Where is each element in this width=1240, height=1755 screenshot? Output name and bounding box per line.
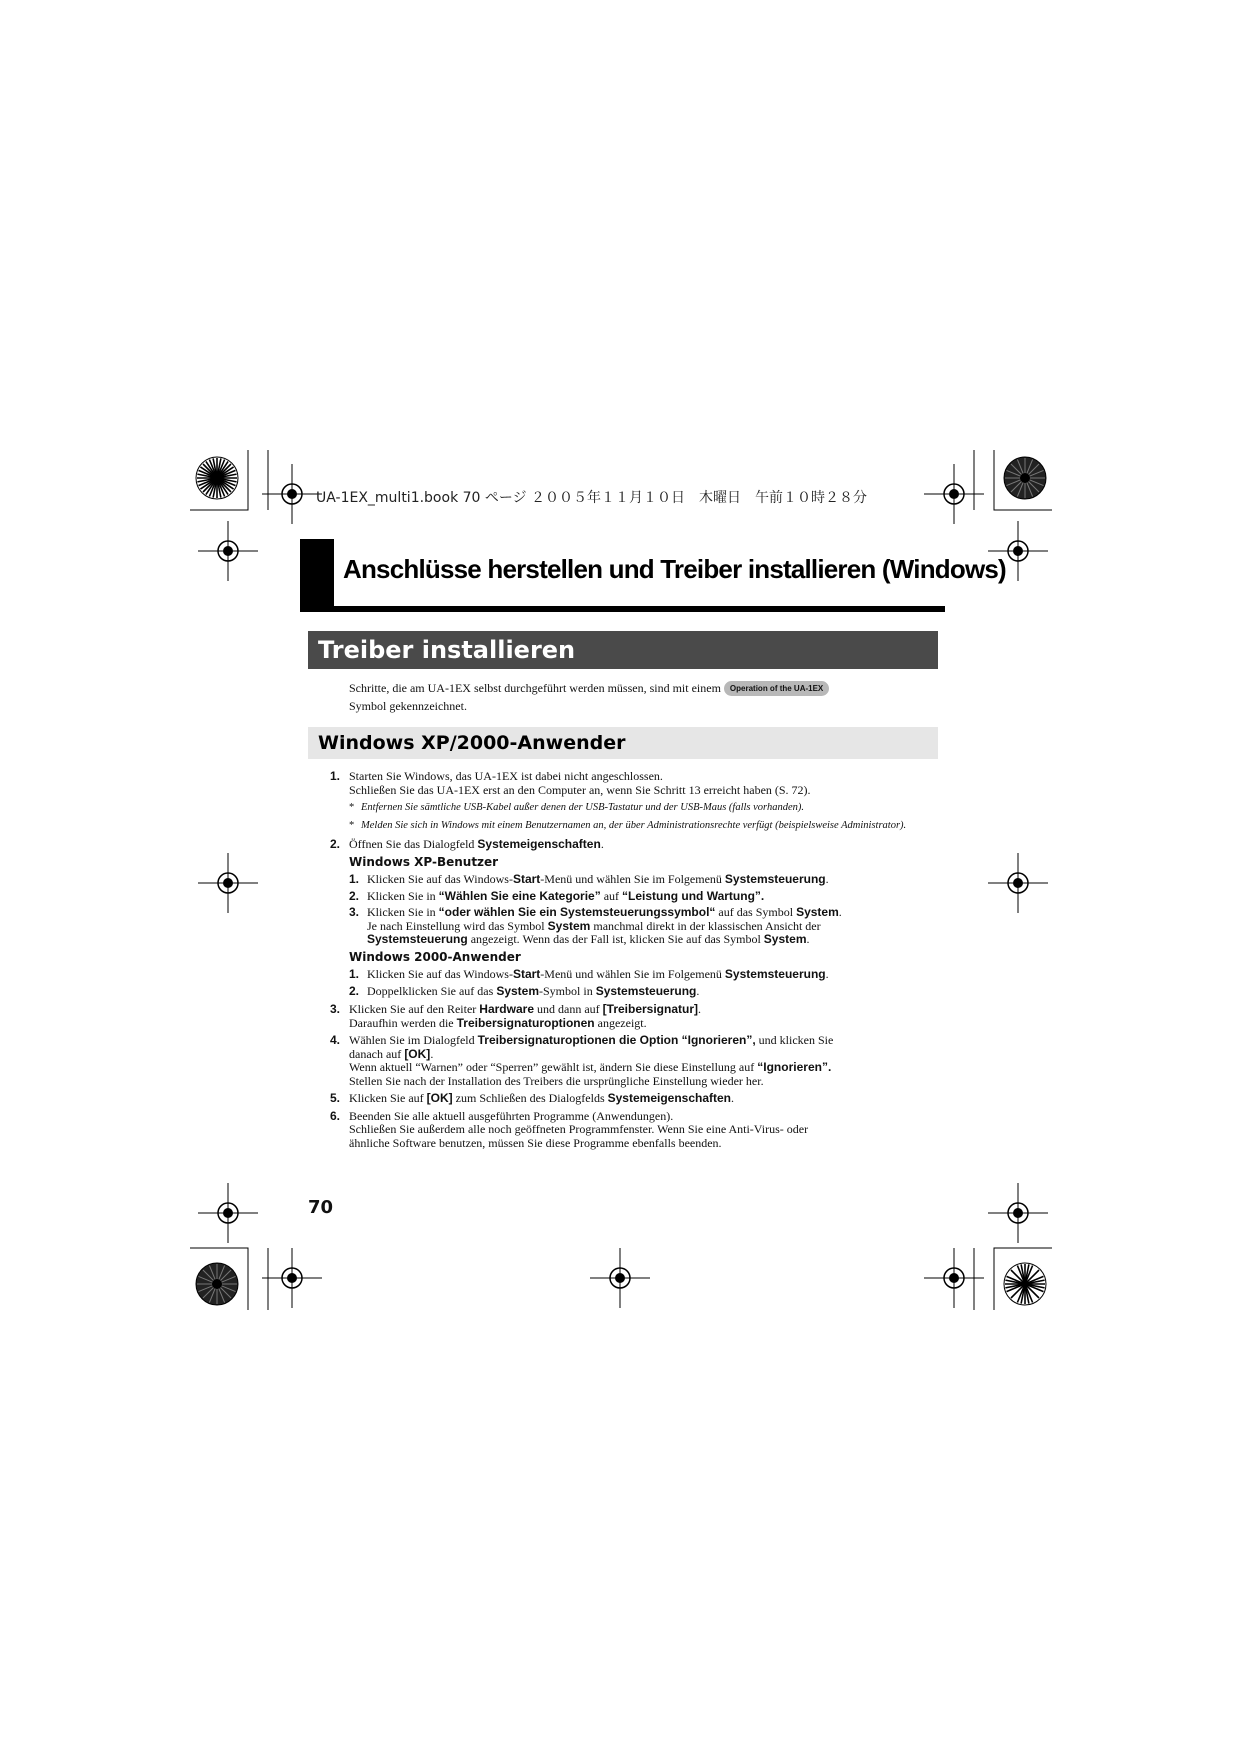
step-text: . <box>731 1091 735 1105</box>
step-4 <box>330 1034 930 1088</box>
os-subheading-2000: Windows 2000-Anwender <box>349 949 521 964</box>
step-text: Schließen Sie außerdem alle noch geöffneten Programmfenster. Wenn Sie eine Anti-Virus- oder <box>349 1122 809 1136</box>
substep-text-bold: Systemsteuerung <box>595 983 697 998</box>
step-text-bold: [OK] <box>426 1091 453 1105</box>
substep-text: manchmal direkt in der klassischen Ansicht der <box>590 918 821 933</box>
substep-text-bold: Systemsteuerung <box>724 872 826 886</box>
substep-text-bold: Start <box>512 967 541 981</box>
substep-number: 1. <box>349 872 360 886</box>
note-text: Entfernen Sie sämtliche USB-Kabel außer denen der USB-Tastatur und der USB-Maus (falls vorhanden). <box>361 802 804 813</box>
substep-text: . <box>825 967 829 981</box>
section-title: Treiber installieren <box>308 631 938 669</box>
step-2 <box>330 838 930 852</box>
substep-number: 2. <box>349 983 360 998</box>
substep-text-bold: Start <box>512 872 541 886</box>
file-info-header: UA-1EX_multi1.book 70 ページ ２００５年１１月１０日 木曜日 午前１０時２８分 <box>316 490 868 506</box>
step-text: Öffnen Sie das Dialogfeld <box>349 837 478 851</box>
step-text: Starten Sie Windows, das UA-1EX ist dabei nicht angeschlossen. <box>349 769 663 783</box>
step-text: und dann auf <box>534 1002 603 1016</box>
step-text: zum Schließen des Dialogfelds <box>452 1091 608 1105</box>
substep-text: -Menü und wählen Sie im Folgemenü <box>540 872 725 886</box>
step-6 <box>330 1110 930 1151</box>
os-subheading-xp: Windows XP-Benutzer <box>349 854 499 869</box>
note <box>349 820 930 832</box>
step-number: 4. <box>330 1033 341 1047</box>
step-5 <box>330 1092 930 1106</box>
substep-text: . <box>825 872 829 886</box>
substep-number: 1. <box>349 967 360 981</box>
step-text: Wählen Sie im Dialogfeld <box>349 1033 478 1047</box>
step-text: Stellen Sie nach der Installation des Treibers die ursprüngliche Einstellung wieder her. <box>349 1073 764 1088</box>
step-text-bold: Treibersignaturoptionen die Option “Ignorieren”, <box>477 1033 756 1047</box>
substep-text-bold: System <box>547 918 591 933</box>
substep-text: -Menü und wählen Sie im Folgemenü <box>540 967 725 981</box>
step-text-bold: Systemeigenschaften <box>477 837 601 851</box>
step-text: Schließen Sie das UA-1EX erst an den Computer an, wenn Sie Schritt 13 erreicht haben (S. 72). <box>349 782 811 797</box>
substep-text-bold: System <box>496 983 540 998</box>
note-text: Melden Sie sich in Windows mit einem Benutzernamen an, der über Administrationsrechte verfügt (beispielsweise Administrator). <box>361 820 907 831</box>
step-text: ähnliche Software benutzen, müssen Sie diese Programme ebenfalls beenden. <box>349 1135 722 1150</box>
step-text: Daraufhin werden die <box>349 1015 457 1030</box>
substep <box>349 873 930 887</box>
substep-number: 3. <box>349 905 360 919</box>
step-number: 2. <box>330 837 341 851</box>
step-number: 5. <box>330 1091 341 1105</box>
intro-text-after: Symbol gekennzeichnet. <box>349 699 467 713</box>
substep-text: Je nach Einstellung wird das Symbol <box>367 918 548 933</box>
step-text-bold: Systemeigenschaften <box>607 1091 732 1105</box>
step-text: danach auf <box>349 1046 405 1061</box>
note <box>349 802 930 814</box>
substep-text: . <box>838 905 842 919</box>
substep-text-bold: “Leistung und Wartung”. <box>622 888 765 903</box>
substep-text: Klicken Sie in <box>367 888 439 903</box>
step-number: 3. <box>330 1002 341 1016</box>
step-number: 6. <box>330 1108 341 1123</box>
operation-badge: Operation of the UA-1EX <box>724 681 829 696</box>
step-text-bold: Treibersignaturoptionen <box>456 1015 595 1030</box>
step-text: Wenn aktuell “Warnen” oder “Sperren” gewählt ist, ändern Sie diese Einstellung auf <box>349 1060 758 1074</box>
step-text: . <box>430 1046 434 1061</box>
substep-text-bold: System <box>763 932 807 946</box>
chapter-underline <box>300 606 945 612</box>
section-intro <box>349 679 909 715</box>
step-list <box>330 770 930 1154</box>
intro-text-before: Schritte, die am UA-1EX selbst durchgeführt werden müssen, sind mit einem <box>349 681 721 695</box>
note-star: * <box>349 802 355 813</box>
substep <box>349 890 930 904</box>
substep-text-bold: “oder wählen Sie ein Systemsteuerungssymbol“ <box>438 905 716 919</box>
substep-text: Klicken Sie auf das Windows- <box>367 872 513 886</box>
substep <box>349 985 930 999</box>
step-text: Klicken Sie auf <box>349 1091 427 1105</box>
step-text: und klicken Sie <box>755 1033 834 1047</box>
substep-text: auf das Symbol <box>715 905 797 919</box>
substep <box>349 968 930 982</box>
substep-text-bold: “Wählen Sie eine Kategorie” <box>438 888 601 903</box>
step-text: angezeigt. <box>594 1015 647 1030</box>
substep-text: Doppelklicken Sie auf das <box>367 983 497 998</box>
substep-text-bold: Systemsteuerung <box>367 932 468 946</box>
step-text-bold: [Treibersignatur] <box>602 1002 699 1016</box>
substep-text: -Symbol in <box>539 983 596 998</box>
step-number: 1. <box>330 769 341 783</box>
step-text-bold: Hardware <box>479 1002 534 1016</box>
step-text-bold: “Ignorieren”. <box>757 1060 832 1074</box>
substep-text: angezeigt. Wenn das der Fall ist, klicken Sie auf das Symbol <box>467 932 764 946</box>
substep <box>349 906 930 947</box>
step-text-bold: [OK] <box>404 1046 431 1061</box>
step-text: . <box>600 837 604 851</box>
substep-text: auf <box>600 888 623 903</box>
chapter-marker-bar <box>300 539 334 609</box>
step-text: Klicken Sie auf den Reiter <box>349 1002 480 1016</box>
step-text: . <box>698 1002 702 1016</box>
substep-text: Klicken Sie in <box>367 905 439 919</box>
substep-text-bold: Systemsteuerung <box>724 967 826 981</box>
chapter-title: Anschlüsse herstellen und Treiber installieren (Windows) <box>343 554 1006 584</box>
substep-text: Klicken Sie auf das Windows- <box>367 967 513 981</box>
note-star: * <box>349 820 355 831</box>
substep-text-bold: System <box>796 905 839 919</box>
subsection-title: Windows XP/2000-Anwender <box>308 727 938 759</box>
substep-text: . <box>806 932 810 946</box>
step-3 <box>330 1003 930 1030</box>
page-number: 70 <box>308 1197 334 1218</box>
substep-number: 2. <box>349 888 360 903</box>
step-1 <box>330 770 930 797</box>
substep-text: . <box>696 983 700 998</box>
step-text: Beenden Sie alle aktuell ausgeführten Programme (Anwendungen). <box>349 1108 674 1123</box>
